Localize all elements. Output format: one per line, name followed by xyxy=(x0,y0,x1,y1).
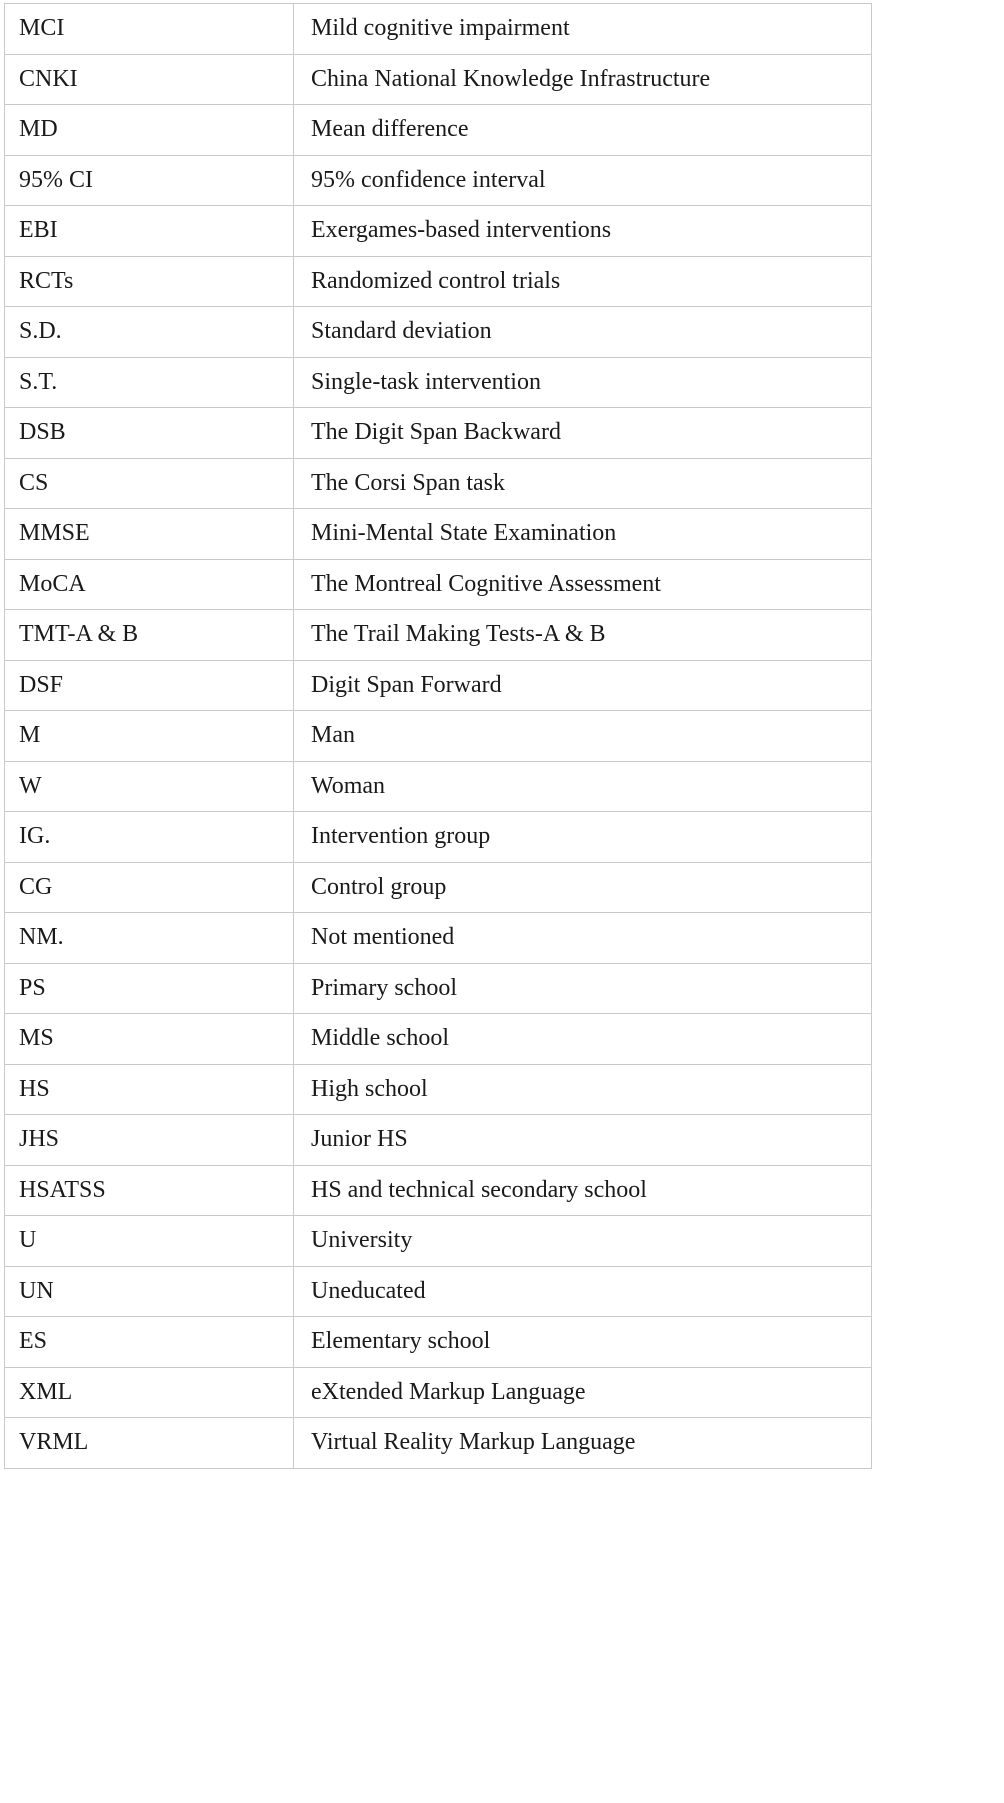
definition-cell: Intervention group xyxy=(294,812,872,863)
abbreviation-cell: DSB xyxy=(5,408,294,459)
table-row xyxy=(5,458,872,509)
definition-cell: Exergames-based interventions xyxy=(294,206,872,257)
definition-cell: eXtended Markup Language xyxy=(294,1367,872,1418)
abbreviation-cell: DSF xyxy=(5,660,294,711)
table-row xyxy=(5,357,872,408)
definition-cell: Single-task intervention xyxy=(294,357,872,408)
table-row xyxy=(5,1418,872,1469)
abbreviation-cell: JHS xyxy=(5,1115,294,1166)
table-row xyxy=(5,1115,872,1166)
table-row xyxy=(5,963,872,1014)
abbreviation-cell: MD xyxy=(5,105,294,156)
definition-cell: Control group xyxy=(294,862,872,913)
abbreviation-cell: ES xyxy=(5,1317,294,1368)
table-row xyxy=(5,1064,872,1115)
table-row xyxy=(5,4,872,55)
abbreviations-table-container xyxy=(4,3,871,1469)
abbreviation-cell: M xyxy=(5,711,294,762)
abbreviation-cell: RCTs xyxy=(5,256,294,307)
abbreviation-cell: UN xyxy=(5,1266,294,1317)
abbreviation-cell: EBI xyxy=(5,206,294,257)
abbreviation-cell: U xyxy=(5,1216,294,1267)
definition-cell: Randomized control trials xyxy=(294,256,872,307)
abbreviation-cell: HSATSS xyxy=(5,1165,294,1216)
definition-cell: University xyxy=(294,1216,872,1267)
abbreviation-cell: CS xyxy=(5,458,294,509)
definition-cell: Primary school xyxy=(294,963,872,1014)
definition-cell: Virtual Reality Markup Language xyxy=(294,1418,872,1469)
definition-cell: The Montreal Cognitive Assessment xyxy=(294,559,872,610)
table-row xyxy=(5,54,872,105)
abbreviations-table-body xyxy=(5,4,872,1469)
definition-cell: Mean difference xyxy=(294,105,872,156)
abbreviation-cell: HS xyxy=(5,1064,294,1115)
table-row xyxy=(5,155,872,206)
table-row xyxy=(5,105,872,156)
table-row xyxy=(5,1317,872,1368)
definition-cell: Middle school xyxy=(294,1014,872,1065)
definition-cell: High school xyxy=(294,1064,872,1115)
definition-cell: Digit Span Forward xyxy=(294,660,872,711)
abbreviation-cell: TMT-A & B xyxy=(5,610,294,661)
abbreviation-cell: VRML xyxy=(5,1418,294,1469)
definition-cell: Standard deviation xyxy=(294,307,872,358)
table-row xyxy=(5,408,872,459)
table-row xyxy=(5,559,872,610)
definition-cell: Not mentioned xyxy=(294,913,872,964)
table-row xyxy=(5,307,872,358)
abbreviation-cell: MS xyxy=(5,1014,294,1065)
abbreviation-cell: MoCA xyxy=(5,559,294,610)
definition-cell: Woman xyxy=(294,761,872,812)
definition-cell: 95% confidence interval xyxy=(294,155,872,206)
abbreviation-cell: W xyxy=(5,761,294,812)
abbreviation-cell: IG. xyxy=(5,812,294,863)
definition-cell: China National Knowledge Infrastructure xyxy=(294,54,872,105)
table-row xyxy=(5,913,872,964)
abbreviation-cell: MCI xyxy=(5,4,294,55)
abbreviation-cell: NM. xyxy=(5,913,294,964)
definition-cell: The Digit Span Backward xyxy=(294,408,872,459)
table-row xyxy=(5,862,872,913)
table-row xyxy=(5,610,872,661)
table-row xyxy=(5,1165,872,1216)
abbreviation-cell: CG xyxy=(5,862,294,913)
table-row xyxy=(5,1266,872,1317)
table-row xyxy=(5,509,872,560)
abbreviations-table xyxy=(4,3,872,1469)
definition-cell: The Corsi Span task xyxy=(294,458,872,509)
abbreviation-cell: CNKI xyxy=(5,54,294,105)
table-row xyxy=(5,256,872,307)
table-row xyxy=(5,812,872,863)
table-row xyxy=(5,1367,872,1418)
definition-cell: HS and technical secondary school xyxy=(294,1165,872,1216)
abbreviation-cell: 95% CI xyxy=(5,155,294,206)
table-row xyxy=(5,711,872,762)
definition-cell: Mini-Mental State Examination xyxy=(294,509,872,560)
abbreviation-cell: S.D. xyxy=(5,307,294,358)
abbreviation-cell: PS xyxy=(5,963,294,1014)
definition-cell: Man xyxy=(294,711,872,762)
definition-cell: The Trail Making Tests-A & B xyxy=(294,610,872,661)
definition-cell: Uneducated xyxy=(294,1266,872,1317)
table-row xyxy=(5,1014,872,1065)
definition-cell: Junior HS xyxy=(294,1115,872,1166)
abbreviation-cell: MMSE xyxy=(5,509,294,560)
abbreviation-cell: XML xyxy=(5,1367,294,1418)
table-row xyxy=(5,206,872,257)
table-row xyxy=(5,1216,872,1267)
definition-cell: Elementary school xyxy=(294,1317,872,1368)
table-row xyxy=(5,761,872,812)
table-row xyxy=(5,660,872,711)
abbreviation-cell: S.T. xyxy=(5,357,294,408)
definition-cell: Mild cognitive impairment xyxy=(294,4,872,55)
